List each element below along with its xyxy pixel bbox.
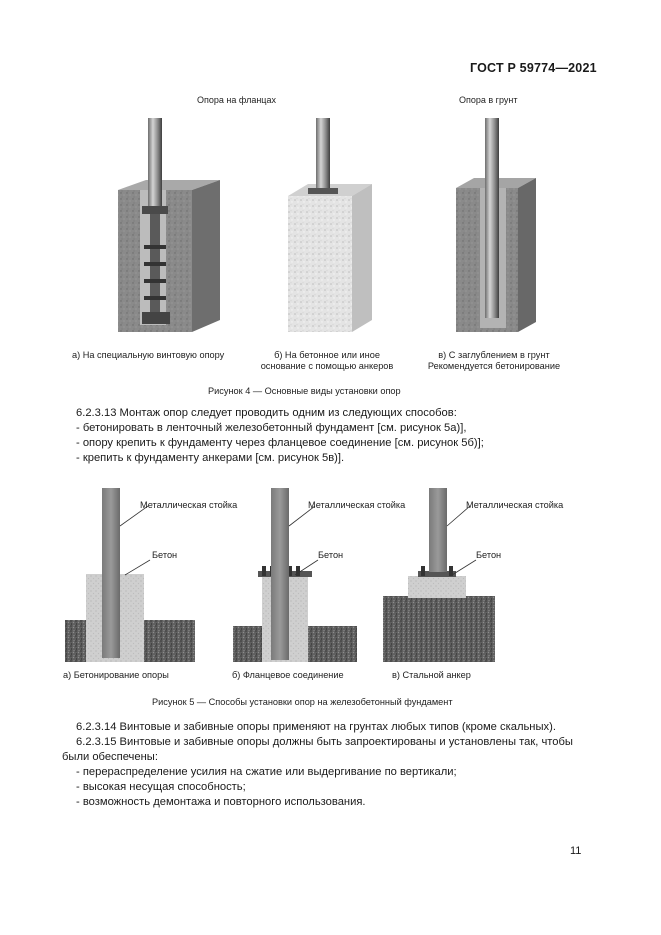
para-6-2-3-13-item-2: - опору крепить к фундаменту через фланцевое соединение [см. рисунок 5б)]; [76, 437, 484, 449]
fig4-illustrations [0, 0, 661, 350]
fig4a-screw-support-illustration [118, 118, 220, 332]
fig5a-concreting-illustration [65, 488, 195, 662]
fig5c-label-steel-post: Металлическая стойка [466, 500, 564, 510]
fig5a-label-concrete: Бетон [152, 550, 178, 560]
para-6-2-3-13-intro: 6.2.3.13 Монтаж опор следует проводить одним из следующих способов: [76, 407, 457, 419]
fig5c-anchor-illustration [383, 488, 495, 662]
para-6-2-3-15-item-3: - возможность демонтажа и повторного использования. [76, 796, 366, 808]
para-6-2-3-15-line2: были обеспечены: [62, 751, 158, 763]
para-6-2-3-15-item-1: - перераспределение усилия на сжатие или выдергивание по вертикали; [76, 766, 457, 778]
fig5-title: Рисунок 5 — Способы установки опор на железобетонный фундамент [152, 697, 453, 707]
para-6-2-3-13-item-3: - крепить к фундаменту анкерами [см. рисунок 5в)]. [76, 452, 345, 464]
fig5c-label-concrete: Бетон [476, 550, 502, 560]
fig4-caption-c-line2: Рекомендуется бетонирование [427, 361, 561, 371]
fig4-caption-b-line2: основание с помощью анкеров [260, 361, 394, 371]
fig5-caption-b: б) Фланцевое соединение [232, 670, 344, 680]
fig5-caption-a: а) Бетонирование опоры [63, 670, 169, 680]
fig4-group-label-flanges: Опора на фланцах [197, 95, 276, 105]
standard-code: ГОСТ Р 59774—2021 [470, 61, 597, 75]
fig4-title: Рисунок 4 — Основные виды установки опор [208, 386, 401, 396]
para-6-2-3-15-line1: 6.2.3.15 Винтовые и забивные опоры должны быть запроектированы и установлены так, чтобы [76, 736, 573, 748]
fig5-caption-c: в) Стальной анкер [392, 670, 471, 680]
para-6-2-3-13-item-1: - бетонировать в ленточный железобетонный фундамент [см. рисунок 5а)], [76, 422, 467, 434]
fig4-caption-c-line1: в) С заглублением в грунт [438, 350, 550, 360]
page-number: 11 [570, 845, 582, 857]
fig5b-label-concrete: Бетон [318, 550, 344, 560]
fig5b-label-steel-post: Металлическая стойка [308, 500, 406, 510]
fig4-caption-a: а) На специальную винтовую опору [72, 350, 225, 360]
fig4c-embedded-ground-illustration [456, 118, 536, 332]
para-6-2-3-14: 6.2.3.14 Винтовые и забивные опоры применяют на грунтах любых типов (кроме скальных). [76, 721, 556, 733]
fig5a-label-steel-post: Металлическая стойка [140, 500, 238, 510]
fig4b-concrete-base-illustration [288, 118, 372, 332]
fig4-caption-b-line1: б) На бетонное или иное [274, 350, 380, 360]
para-6-2-3-15-item-2: - высокая несущая способность; [76, 781, 246, 793]
fig5b-flange-illustration [233, 488, 357, 662]
fig4-group-label-ground: Опора в грунт [459, 95, 518, 105]
